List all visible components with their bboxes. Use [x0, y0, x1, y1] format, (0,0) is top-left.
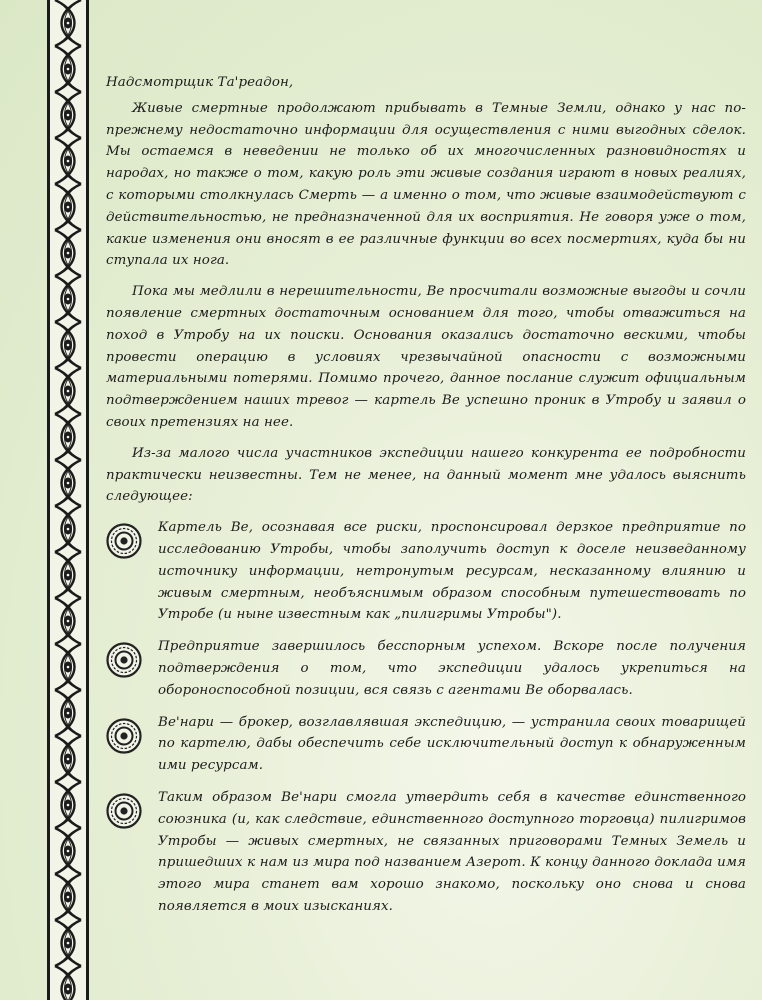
- paragraph-3: Из-за малого числа участников экспедиции нашего конкурента ее подробности практически неизвестны. Тем не менее, на данный момент мне удалось выяснить следующее:: [106, 445, 746, 505]
- bullet-item-2: [106, 636, 746, 701]
- paragraph-2: Пока мы медлили в нерешительности, Ве просчитали возможные выгоды и сочли появление смертных достаточным основанием для того, чтобы отважиться на поход в Утробу на их поиски. Основания оказались достаточно вескими, чтобы провести операцию в условиях чрезвычайной опасности с возможными материальными потерями. Помимо прочего, данное послание служит официальным подтверждением наших тревог — картель Ве успешно проник в Утробу и заявил о своих претензиях на нее.: [106, 284, 746, 430]
- bullet-text-3: Ве'нари — брокер, возглавлявшая экспедицию, — устранила своих товарищей по картелю, дабы обеспечить себе исключительный доступ к обнаруженным ими ресурсам.: [158, 714, 746, 774]
- bullet-text-4: Таким образом Ве'нари смогла утвердить себя в качестве единственного союзника (и, как следствие, единственного доступного торговца) пилигримов Утробы — живых смертных, не связанных приговорами Темных Земель и пришедших к нам из мира под названием Азерот. К концу данного доклада имя этого мира станет вам хорошо знакомо, поскольку оно снова и снова появляется в моих изысканиях.: [158, 789, 746, 914]
- ornamental-circle-icon: [106, 718, 142, 754]
- ornamental-circle-icon: [106, 642, 142, 678]
- bullet-item-1: [106, 517, 746, 626]
- ornamental-circle-icon: [106, 793, 142, 829]
- letter-body: [106, 72, 746, 972]
- bullet-item-3: [106, 712, 746, 777]
- bullet-text-1: Картель Ве, осознавая все риски, проспонсировал дерзкое предприятие по исследованию Утробы, чтобы заполучить доступ к доселе неизведанному источнику информации, нетронутым ресурсам, несказанному влиянию и живым смертным, необъяснимым образом способным путешествовать по Утробе (и ныне известным как „пилигримы Утробы").: [158, 520, 746, 623]
- decorative-border: [47, 0, 89, 1000]
- greeting: Надсмотрщик Та'реадон,: [106, 75, 294, 90]
- bullet-item-4: [106, 787, 746, 918]
- ornamental-circle-icon: [106, 523, 142, 559]
- knot-pattern-icon: [50, 0, 86, 1000]
- paragraph-1: Живые смертные продолжают прибывать в Темные Земли, однако у нас по-прежнему недостаточно информации для осуществления с ними выгодных сделок. Мы остаемся в неведении не только об их многочисленных разновидностях и народах, но также о том, какую роль эти живые создания играют в новых реалиях, с которыми столкнулась Смерть — а именно о том, что живые взаимодействуют с действительностью, не предназначенной для их восприятия. Не говоря уже о том, какие изменения они вносят в ее различные функции во всех посмертиях, куда бы ни ступала их нога.: [106, 100, 746, 269]
- bullet-text-2: Предприятие завершилось бесспорным успехом. Вскоре после получения подтверждения о том, что экспедиции удалось укрепиться на обороноспособной позиции, вся связь с агентами Ве оборвалась.: [158, 639, 746, 698]
